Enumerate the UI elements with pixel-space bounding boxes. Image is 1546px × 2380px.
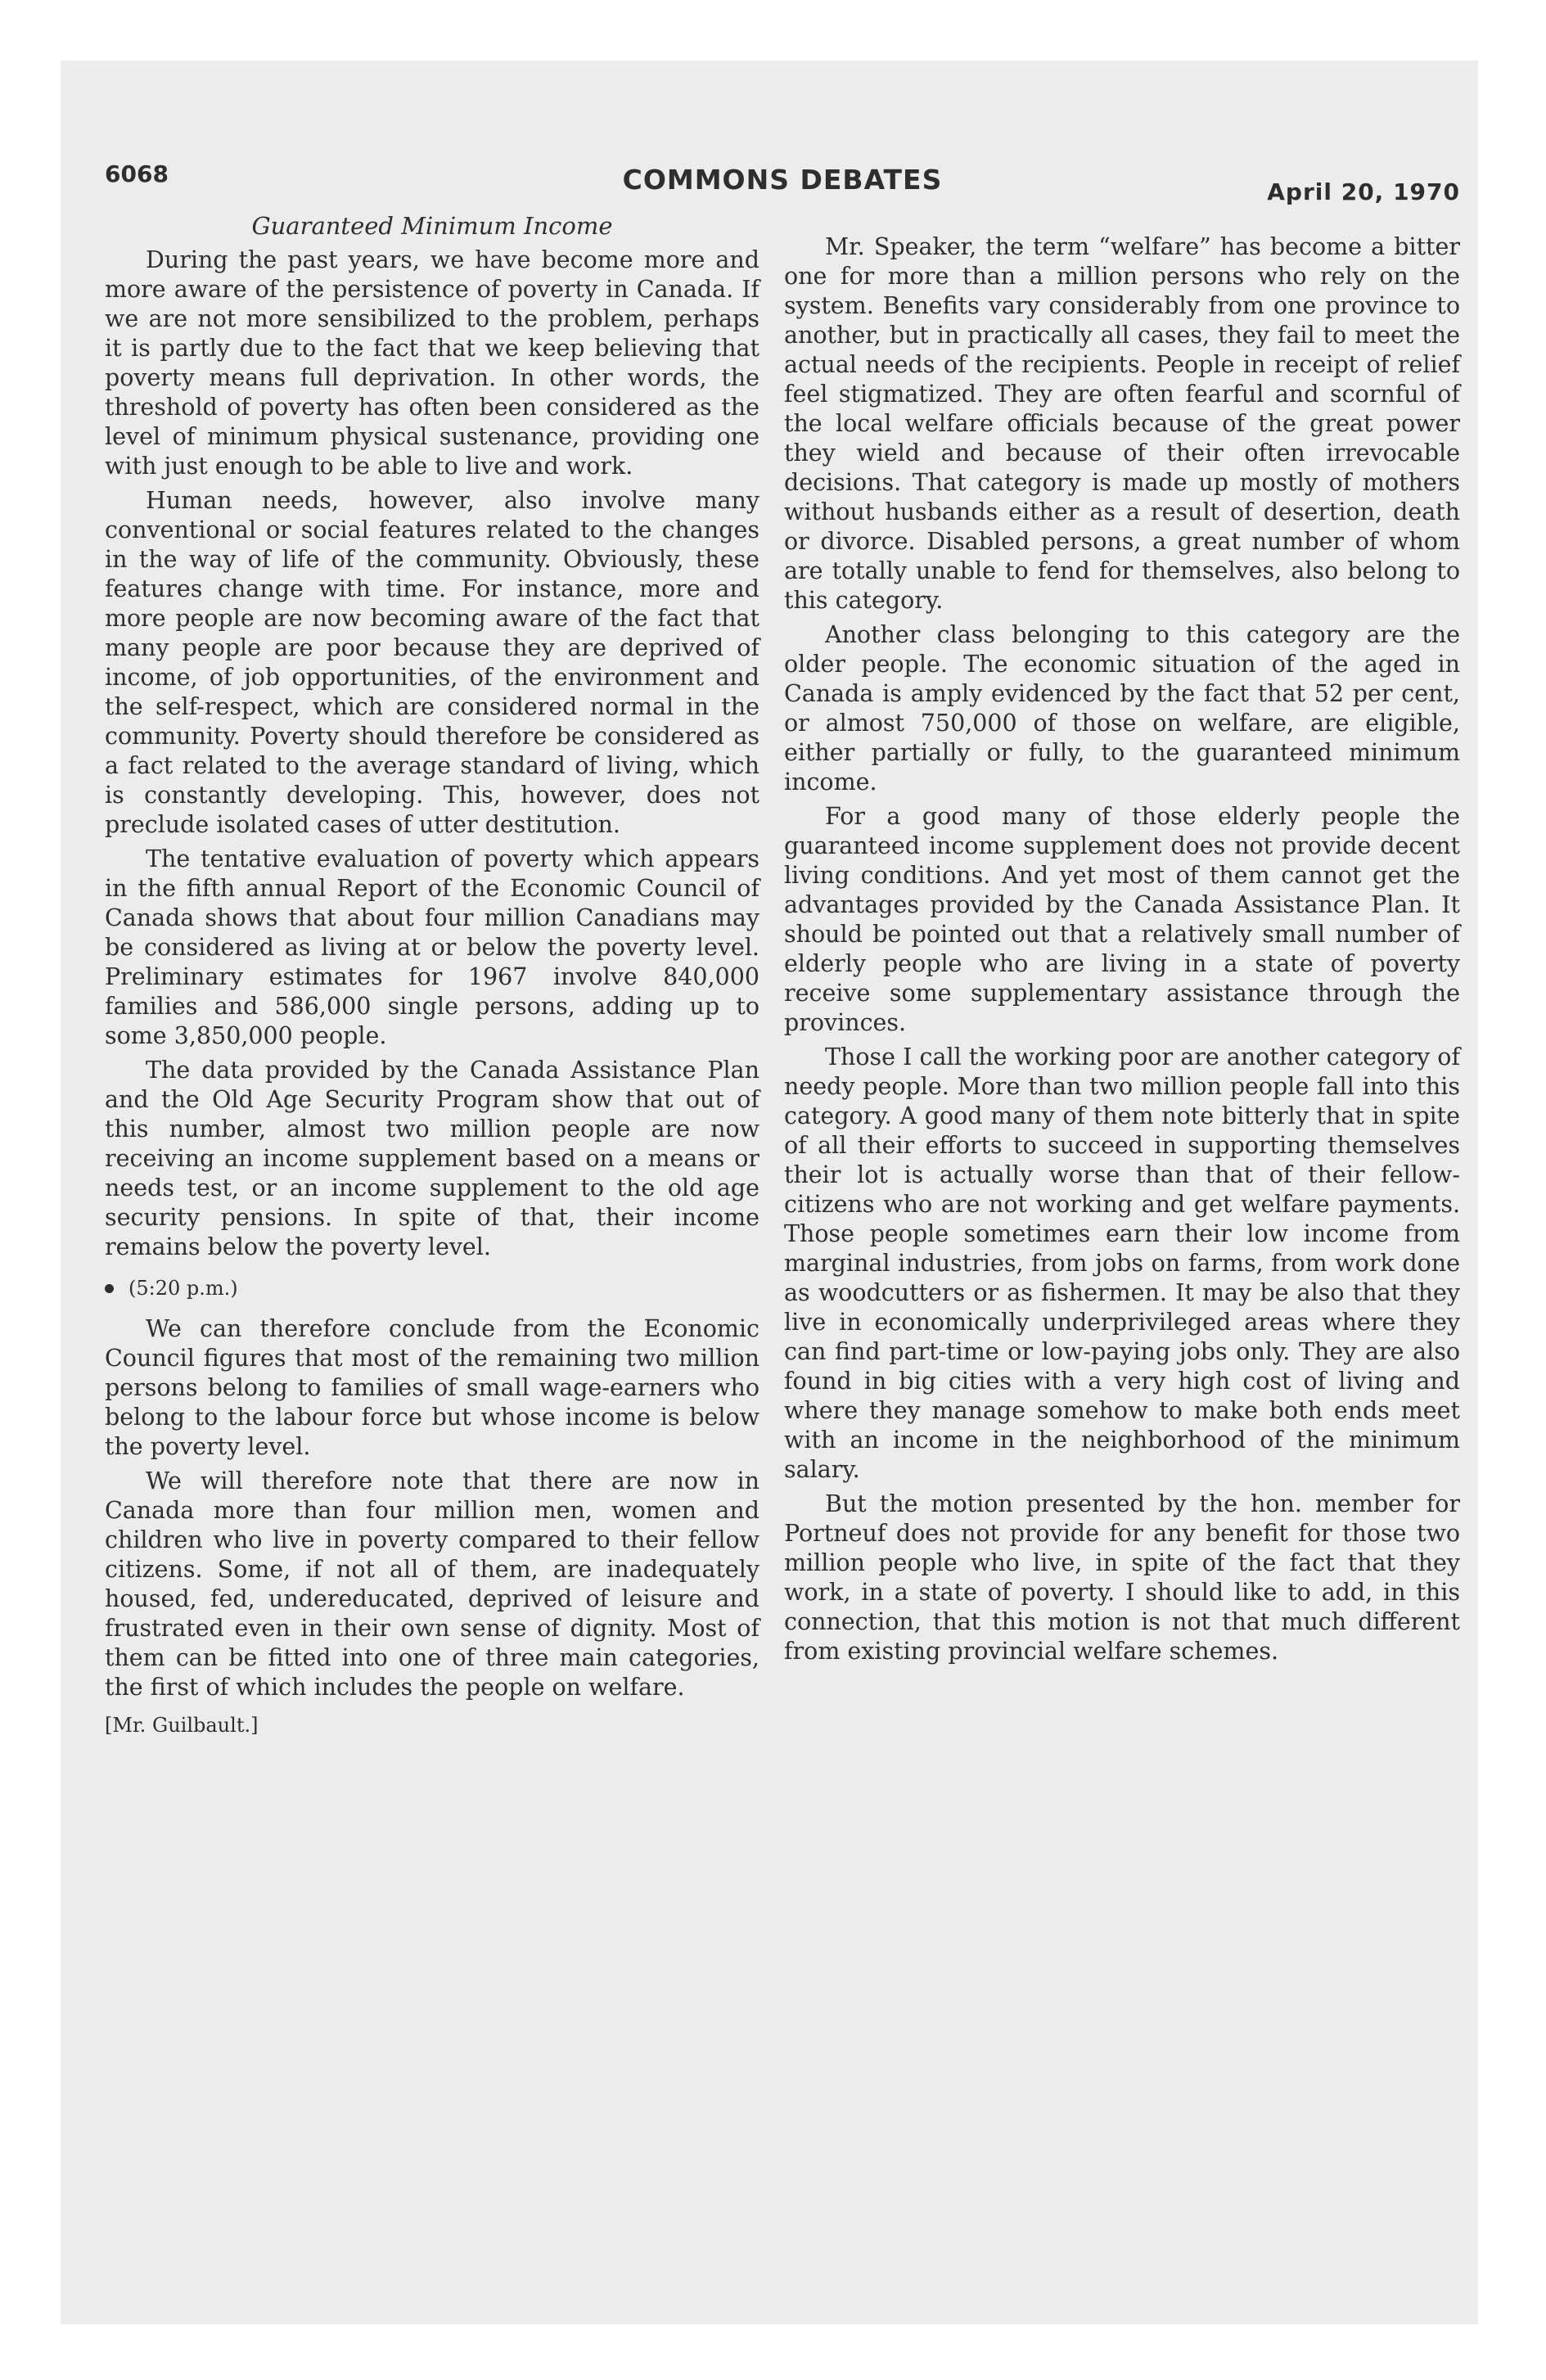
- running-head: COMMONS DEBATES: [622, 164, 943, 196]
- page-header: [105, 154, 1460, 211]
- paragraph: Another class belonging to this category are the older people. The economic situation of the aged in Canada is amply evidenced by the fact that 52 per cent, or almost 750,000 of those on welfare, are eligible, either partially or fully, to the guaranteed minimum income.: [784, 621, 1460, 796]
- document-page: [105, 154, 1460, 1737]
- time-marker: [105, 1273, 759, 1303]
- paragraph: The data provided by the Canada Assistance Plan and the Old Age Security Program show that out of this number, almost two million people are now receiving an income supplement based on a means or needs test, or an income supplement to the old age security pensions. In spite of that, their income remains below the poverty level.: [105, 1057, 759, 1260]
- paragraph: Those I call the working poor are another category of needy people. More than two million people fall into this category. A good many of them note bitterly that in spite of all their efforts to succeed in supporting themselves their lot is actually worse than that of their fellow-citizens who are not working and get welfare payments. Those people sometimes earn their low income from marginal industries, from jobs on farms, from work done as woodcutters or as fishermen. It may be also that they live in economically underprivileged areas where they can find part-time or low-paying jobs only. They are also found in big cities with a very high cost of living and where they manage somehow to make both ends meet with an income in the neighborhood of the minimum salary.: [784, 1044, 1460, 1483]
- paragraph: But the motion presented by the hon. member for Portneuf does not provide for any benefit for those two million people who live, in spite of the fact that they work, in a state of poverty. I should like to add, in this connection, that this motion is not that much different from existing provincial welfare schemes.: [784, 1490, 1460, 1665]
- page-number: 6068: [105, 160, 169, 187]
- paragraph: During the past years, we have become more and more aware of the persistence of poverty in Canada. If we are not more sensibilized to the problem, perhaps it is partly due to the fact that we keep believing that poverty means full deprivation. In other words, the threshold of poverty has often been considered as the level of minimum physical sustenance, providing one with just enough to be able to live and work.: [105, 246, 759, 480]
- paragraph: We can therefore conclude from the Economic Council figures that most of the remaining two million persons belong to families of small wage-earners who belong to the labour force but whose income is below the poverty level.: [105, 1315, 759, 1460]
- bullet-icon: [105, 1284, 114, 1293]
- paragraph: The tentative evaluation of poverty which appears in the fifth annual Report of the Economic Council of Canada shows that about four million Canadians may be considered as living at or below the poverty level. Preliminary estimates for 1967 involve 840,000 families and 586,000 single persons, adding up to some 3,850,000 people.: [105, 845, 759, 1049]
- right-column: [784, 232, 1460, 1671]
- left-column: [105, 211, 759, 1740]
- paragraph: For a good many of those elderly people the guaranteed income supplement does not provide decent living conditions. And yet most of them cannot get the advantages provided by the Canada Assistance Plan. It should be pointed out that a relatively small number of elderly people who are living in a state of poverty receive some supplementary assistance through the provinces.: [784, 803, 1460, 1036]
- paragraph: Mr. Speaker, the term “welfare” has become a bitter one for more than a million persons who rely on the system. Benefits vary considerably from one province to another, but in practically all cases, they fail to meet the actual needs of the recipients. People in receipt of relief feel stigmatized. They are often fearful and scornful of the local welfare officials because of the great power they wield and because of their often irrevocable decisions. That category is made up mostly of mothers without husbands either as a result of desertion, death or divorce. Disabled persons, a great number of whom are totally unable to fend for themselves, also belong to this category.: [784, 233, 1460, 614]
- paragraph: Human needs, however, also involve many conventional or social features related to the changes in the way of life of the community. Obviously, these features change with time. For instance, more and more people are now becoming aware of the fact that many people are poor because they are deprived of income, of job opportunities, of the environment and the self-respect, which are considered normal in the community. Poverty should therefore be considered as a fact related to the average standard of living, which is constantly developing. This, however, does not preclude isolated cases of utter destitution.: [105, 487, 759, 838]
- section-subheading: Guaranteed Minimum Income: [251, 212, 613, 240]
- speaker-attribution: [Mr. Guilbault.]: [105, 1714, 259, 1737]
- paragraph: We will therefore note that there are now in Canada more than four million men, women and children who live in poverty compared to their fellow citizens. Some, if not all of them, are inadequately housed, fed, undereducated, deprived of leisure and frustrated even in their own sense of dignity. Most of them can be fitted into one of three main categories, the first of which includes the people on welfare.: [105, 1467, 759, 1701]
- time-marker-text: (5:20 p.m.): [128, 1277, 238, 1300]
- page-date: April 20, 1970: [1267, 178, 1460, 205]
